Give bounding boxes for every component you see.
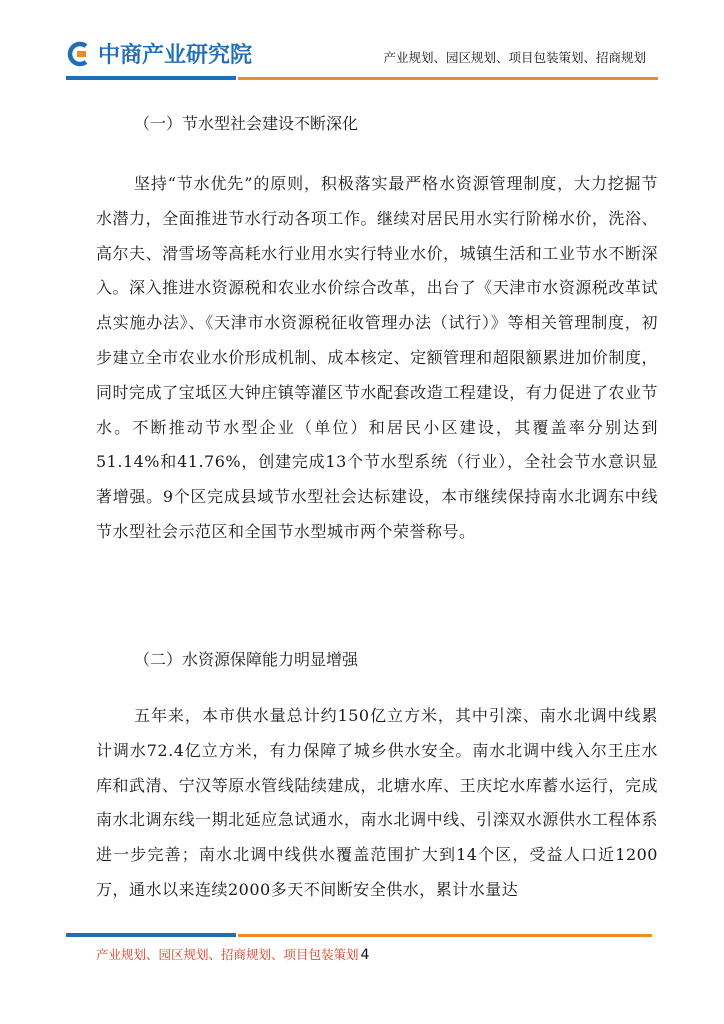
section-paragraph-2: 五年来，本市供水量总计约150亿立方米，其中引滦、南水北调中线累计调水72.4亿立方米，有力保障了城乡供水安全。南水北调中线入尔王庄水库和武清、宁汉等原水管线陆续建成，北塘水库、王庆坨水库蓄水运行，完成南水北调东线一期北延应急试通水，南水北调中线、引滦双水源供水工程体系进一步完善；南水北调中线供水覆盖范围扩大到14个区，受益人口近1200万，通水以来连续2000多天不间断安全供水，累计水量达 — [96, 706, 658, 899]
header-divider-blue — [66, 76, 236, 80]
section-heading-2: （二）水资源保障能力明显增强 — [134, 650, 359, 669]
logo — [66, 38, 252, 69]
page-header — [0, 0, 724, 90]
page-footer — [96, 945, 369, 963]
logo-icon — [66, 40, 94, 68]
logo-text: 中商产业研究院 — [98, 43, 253, 68]
header-divider-orange — [238, 77, 658, 80]
section-paragraph-1: 坚持“节水优先”的原则，积极落实最严格水资源管理制度，大力挖掘节水潜力，全面推进节水行动各项工作。继续对居民用水实行阶梯水价，洗浴、高尔夫、滑雪场等高耗水行业用水实行特业水价，城镇生活和工业节水不断深入。深入推进水资源税和农业水价综合改革，出台了《天津市水资源税改革试点实施办法》、《天津市水资源税征收管理办法（试行）》等相关管理制度，初步建立全市农业水价形成机制、成本核定、定额管理和超限额累进加价制度，同时完成了宝坻区大钟庄镇等灌区节水配套改造工程建设，有力促进了农业节水。不断推动节水型企业（单位）和居民小区建设，其覆盖率分别达到51.14%和41.76%，创建完成13个节水型系统（行业），全社会节水意识显著增强。9个区完成县域节水型社会达标建设，本市继续保持南水北调东中线节水型社会示范区和全国节水型城市两个荣誉称号。 — [96, 174, 658, 541]
footer-tagline: 产业规划、园区规划、招商规划、项目包装策划 — [96, 947, 359, 962]
footer-divider-blue — [66, 933, 236, 937]
header-tagline: 产业规划、园区规划、项目包装策划、招商规划 — [383, 50, 646, 65]
footer-divider-orange — [238, 934, 652, 937]
section-heading-1: （一）节水型社会建设不断深化 — [134, 114, 359, 133]
page-number: 4 — [360, 947, 370, 963]
